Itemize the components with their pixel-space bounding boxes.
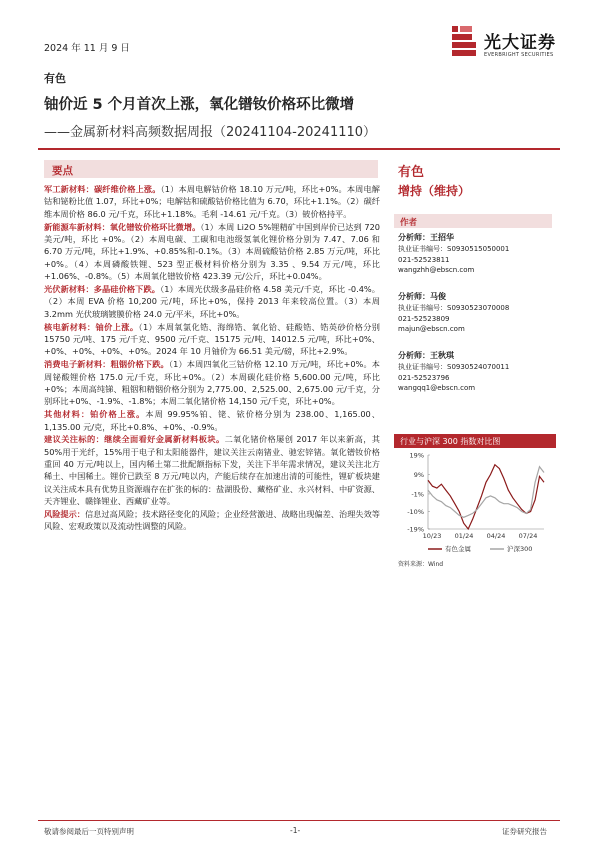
analyst-phone: 021-52523811 — [398, 255, 450, 264]
footer-disclaimer: 敬请参阅最后一页特别声明 — [44, 827, 134, 836]
kp-text: （1）本周电解钴价格 18.10 万元/吨，环比+0%。本周电解钴和铋粉比值 1.07，环比+0%；电解钴和硫酸钴价格比值为 6.70，环比+1.1%。（2）碳纤维本周价格 86.0 元/千克，环比+1.18%。毛利 -14.61 元/千克。（3）铍价格持平。 — [44, 184, 380, 219]
report-date: 2024 年 11 月 9 日 — [44, 43, 130, 54]
authors-heading: 作者 — [400, 218, 418, 228]
kp-lead: 军工新材料：碳纤维价格上涨。 — [44, 184, 161, 194]
y-tick-label: 9% — [413, 470, 424, 479]
authors-band — [394, 214, 552, 228]
kp-paragraph — [44, 358, 380, 407]
kp-text: 本周 99.95%铂、铑、铱价格分别为 238.00、1,165.00、1,135.00 元/克，环比+0.8%、+0%、-0.9%。 — [44, 409, 380, 432]
sidebar-sector: 有色 — [398, 165, 425, 180]
analyst-name: 分析师：王招华 — [398, 233, 454, 242]
kp-paragraph — [44, 508, 380, 533]
key-points-band — [44, 160, 378, 178]
kp-text: （1）本周 Li2O 5%锂精矿中国到岸价已达到 720 美元/吨，环比 +0%。（2）本周电碳、工碳和电池级氢氧化锂价格分别为 7.47、7.06 和 6.70 万元/吨，环比+1.9%、+0.85%和-0.1%。（3）本周硫酸钴价格 2.85 万元/吨，环比+0%。（4）本周磷酸铁锂、523 型正极材料价格分别为 3.35 、9.54 万元/吨，环比+1.06%、-0.8%。（5）本周氧化镨钕价格 423.39 元/公斤，环比+0.04%。 — [44, 221, 380, 281]
key-points-body — [44, 183, 380, 533]
logo-text: 光大证券 — [484, 33, 556, 53]
chart-source: 资料来源：Wind — [398, 561, 444, 568]
kp-lead: 光伏新材料：多晶硅价格下跌。 — [44, 283, 161, 294]
kp-paragraph — [44, 408, 380, 433]
kp-lead: 风险提示： — [44, 509, 85, 520]
report-title: 铀价近 5 个月首次上涨，氧化镨钕价格环比微增 — [44, 97, 355, 113]
kp-text: 二氧化锗价格屡创 2017 年以来新高，其 50%用于光纤，15%用于电子和太阳能器件，建议关注云南锗业、驰宏锌锗。氧化镨钕价格重回 40 万元/吨以上，国内稀土第二批配额指标下发，关注下半年需求情况，建议关注北方稀土、中国稀土。锂价已跌至 8 万元/吨以内，产能后续存在加速出清的可能性，锂矿板块建议关注成本具有优势且资源端存在扩张的标的：盐湖股份、藏格矿业、永兴材料、中矿资源、天齐锂业、赣锋锂业、西藏矿业等。 — [44, 434, 380, 507]
legend-label: 有色金属 — [445, 545, 471, 553]
analyst-email[interactable]: wangqq1@ebscn.com — [398, 384, 476, 392]
analyst-license: 执业证书编号：S0930515050001 — [398, 245, 510, 253]
kp-lead: 其他材料：铂价格上涨。 — [44, 409, 146, 420]
y-tick-label: -1% — [411, 490, 424, 499]
analyst-name: 分析师：马俊 — [398, 292, 446, 301]
chart-title: 行业与沪深 300 指数对比图 — [400, 437, 501, 446]
analyst-license: 执业证书编号：S0930524070011 — [398, 363, 510, 371]
series-line-0 — [428, 465, 544, 529]
analyst-card — [398, 291, 558, 335]
y-tick-label: -10% — [407, 507, 424, 516]
header-divider — [38, 148, 560, 150]
x-tick-label: 10/23 — [422, 532, 442, 540]
report-subtitle: ——金属新材料高频数据周报（20241104-20241110） — [44, 125, 377, 140]
analyst-card — [398, 350, 558, 394]
analyst-email[interactable]: majun@ebscn.com — [398, 325, 465, 333]
footer-divider — [38, 820, 560, 821]
page-number: -1- — [290, 826, 301, 835]
kp-paragraph — [44, 183, 380, 220]
kp-lead: 新能源车新材料：氧化镨钕价格环比微增。 — [44, 221, 201, 232]
index-comparison-chart — [394, 447, 556, 559]
kp-text: 信息过高风险；技术路径变化的风险；企业经营激进、战略出现偏差、治理失效等风险、宏观政策以及流动性调整的风险。 — [44, 509, 380, 532]
everbright-logo-icon — [452, 26, 478, 58]
analyst-license: 执业证书编号：S0930523070008 — [398, 304, 510, 312]
y-tick-label: -19% — [407, 525, 424, 534]
analyst-phone: 021-52523796 — [398, 373, 450, 382]
x-tick-label: 01/24 — [454, 532, 474, 540]
kp-text: （1）本周氧氯化锆、海绵锆、氧化铪、硅酸锆、锆英砂价格分别 15750 元/吨、175 元/千克、9500 元/千克、15175 元/吨、14012.5 元/吨，环比+0%、+0%、+0%、+0%、+0%。2024 年 10 月铀价为 66.51 美元/磅，环比+2.9%。 — [44, 321, 380, 357]
analyst-name: 分析师：王秋琪 — [398, 351, 454, 360]
kp-text: （1）本周光伏级多晶硅价格 4.58 美元/千克，环比 -0.4%。（2）本周 EVA 价格 10,200 元/吨，环比+0%，保持 2013 年来较高位置。（3）本周 3.2mm 光伏玻璃镀膜价格 24.0 元/平米，环比+0%。 — [44, 283, 380, 319]
legend-label: 沪深300 — [507, 545, 533, 553]
kp-lead: 建议关注标的：继续全面看好金属新材料板块。 — [44, 434, 225, 445]
kp-text: （1）本周四氧化三钴价格 12.10 万元/吨，环比+0%。本周铋酸锂价格 175.0 元/千克，环比+0%。（2）本周碳化硅价格 5,600.00 元/吨，环比 +0%；本周高纯锑、粗铟和精铟价格分别为 2,775.00、2,525.00、2,675.00 元/千克，分别环比+0%、-1.9%、-1.8%；本周二氧化锗价格 14,150 元/千克，环比+0%。 — [44, 359, 380, 407]
kp-lead: 消费电子新材料：粗铟价格下跌。 — [44, 359, 169, 370]
kp-lead: 核电新材料：铀价上涨。 — [44, 321, 139, 332]
kp-paragraph — [44, 283, 380, 320]
kp-paragraph — [44, 321, 380, 358]
report-sector: 有色 — [44, 72, 66, 85]
y-tick-label: 19% — [409, 451, 424, 460]
analyst-email[interactable]: wangzhh@ebscn.com — [398, 266, 475, 274]
analyst-phone: 021-52523809 — [398, 314, 450, 323]
kp-paragraph — [44, 433, 380, 507]
x-tick-label: 04/24 — [486, 532, 506, 540]
sidebar-rating: 增持（维持） — [398, 184, 471, 198]
key-points-heading: 要点 — [52, 165, 73, 177]
logo-english: EVERBRIGHT SECURITIES — [484, 52, 554, 58]
kp-paragraph — [44, 221, 380, 283]
analyst-card — [398, 232, 558, 276]
series-line-1 — [428, 467, 544, 518]
footer-label: 证券研究报告 — [502, 827, 547, 836]
x-tick-label: 07/24 — [518, 532, 538, 540]
